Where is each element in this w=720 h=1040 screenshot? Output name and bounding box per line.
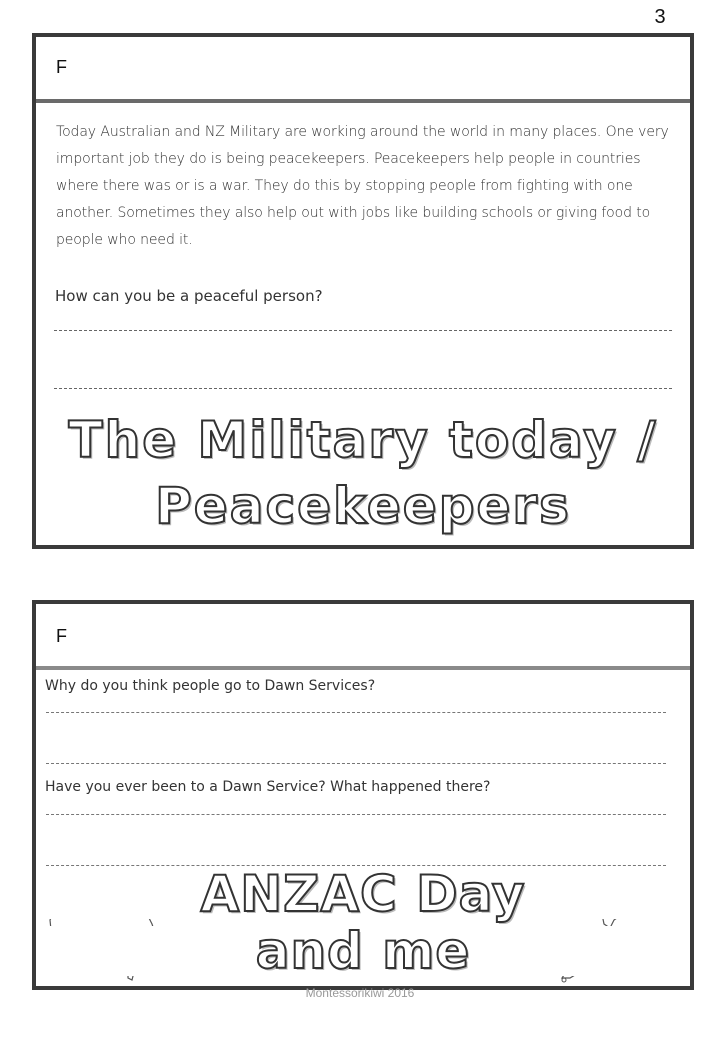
card-title-line-1: ANZAC Day (36, 869, 690, 919)
answer-line[interactable] (46, 712, 666, 713)
card-header (36, 37, 690, 103)
card-letter: F (56, 626, 67, 646)
question-dawn-services-why: Why do you think people go to Dawn Services? (45, 678, 376, 694)
answer-line[interactable] (54, 330, 672, 331)
question-dawn-service-experience: Have you ever been to a Dawn Service? What happened there? (45, 779, 491, 795)
card-title-line-2: Peacekeepers (36, 481, 690, 531)
answer-line[interactable] (54, 388, 672, 389)
card-title-line-1: The Military today / (36, 415, 690, 465)
card-header (36, 604, 690, 670)
answer-line[interactable] (46, 763, 666, 764)
card-letter: F (56, 57, 67, 77)
question-peaceful-person: How can you be a peaceful person? (55, 287, 323, 305)
reading-passage: Today Australian and NZ Military are working around the world in many places. One very important job they do is being peacekeepers. Peacekeepers help people in countries where there was or is a war. They do this by stopping people from fighting with one another. Sometimes they also help out with jobs like building schools or giving food to people who need it. (56, 124, 669, 248)
answer-line[interactable] (46, 814, 666, 815)
activity-card-anzac-day (32, 600, 694, 990)
activity-card-peacekeepers (32, 33, 694, 549)
footer-credit: Montessorikiwi 2016 (305, 986, 415, 1000)
card-title-line-2: and me (36, 926, 690, 976)
page-number: 3 (654, 6, 666, 28)
